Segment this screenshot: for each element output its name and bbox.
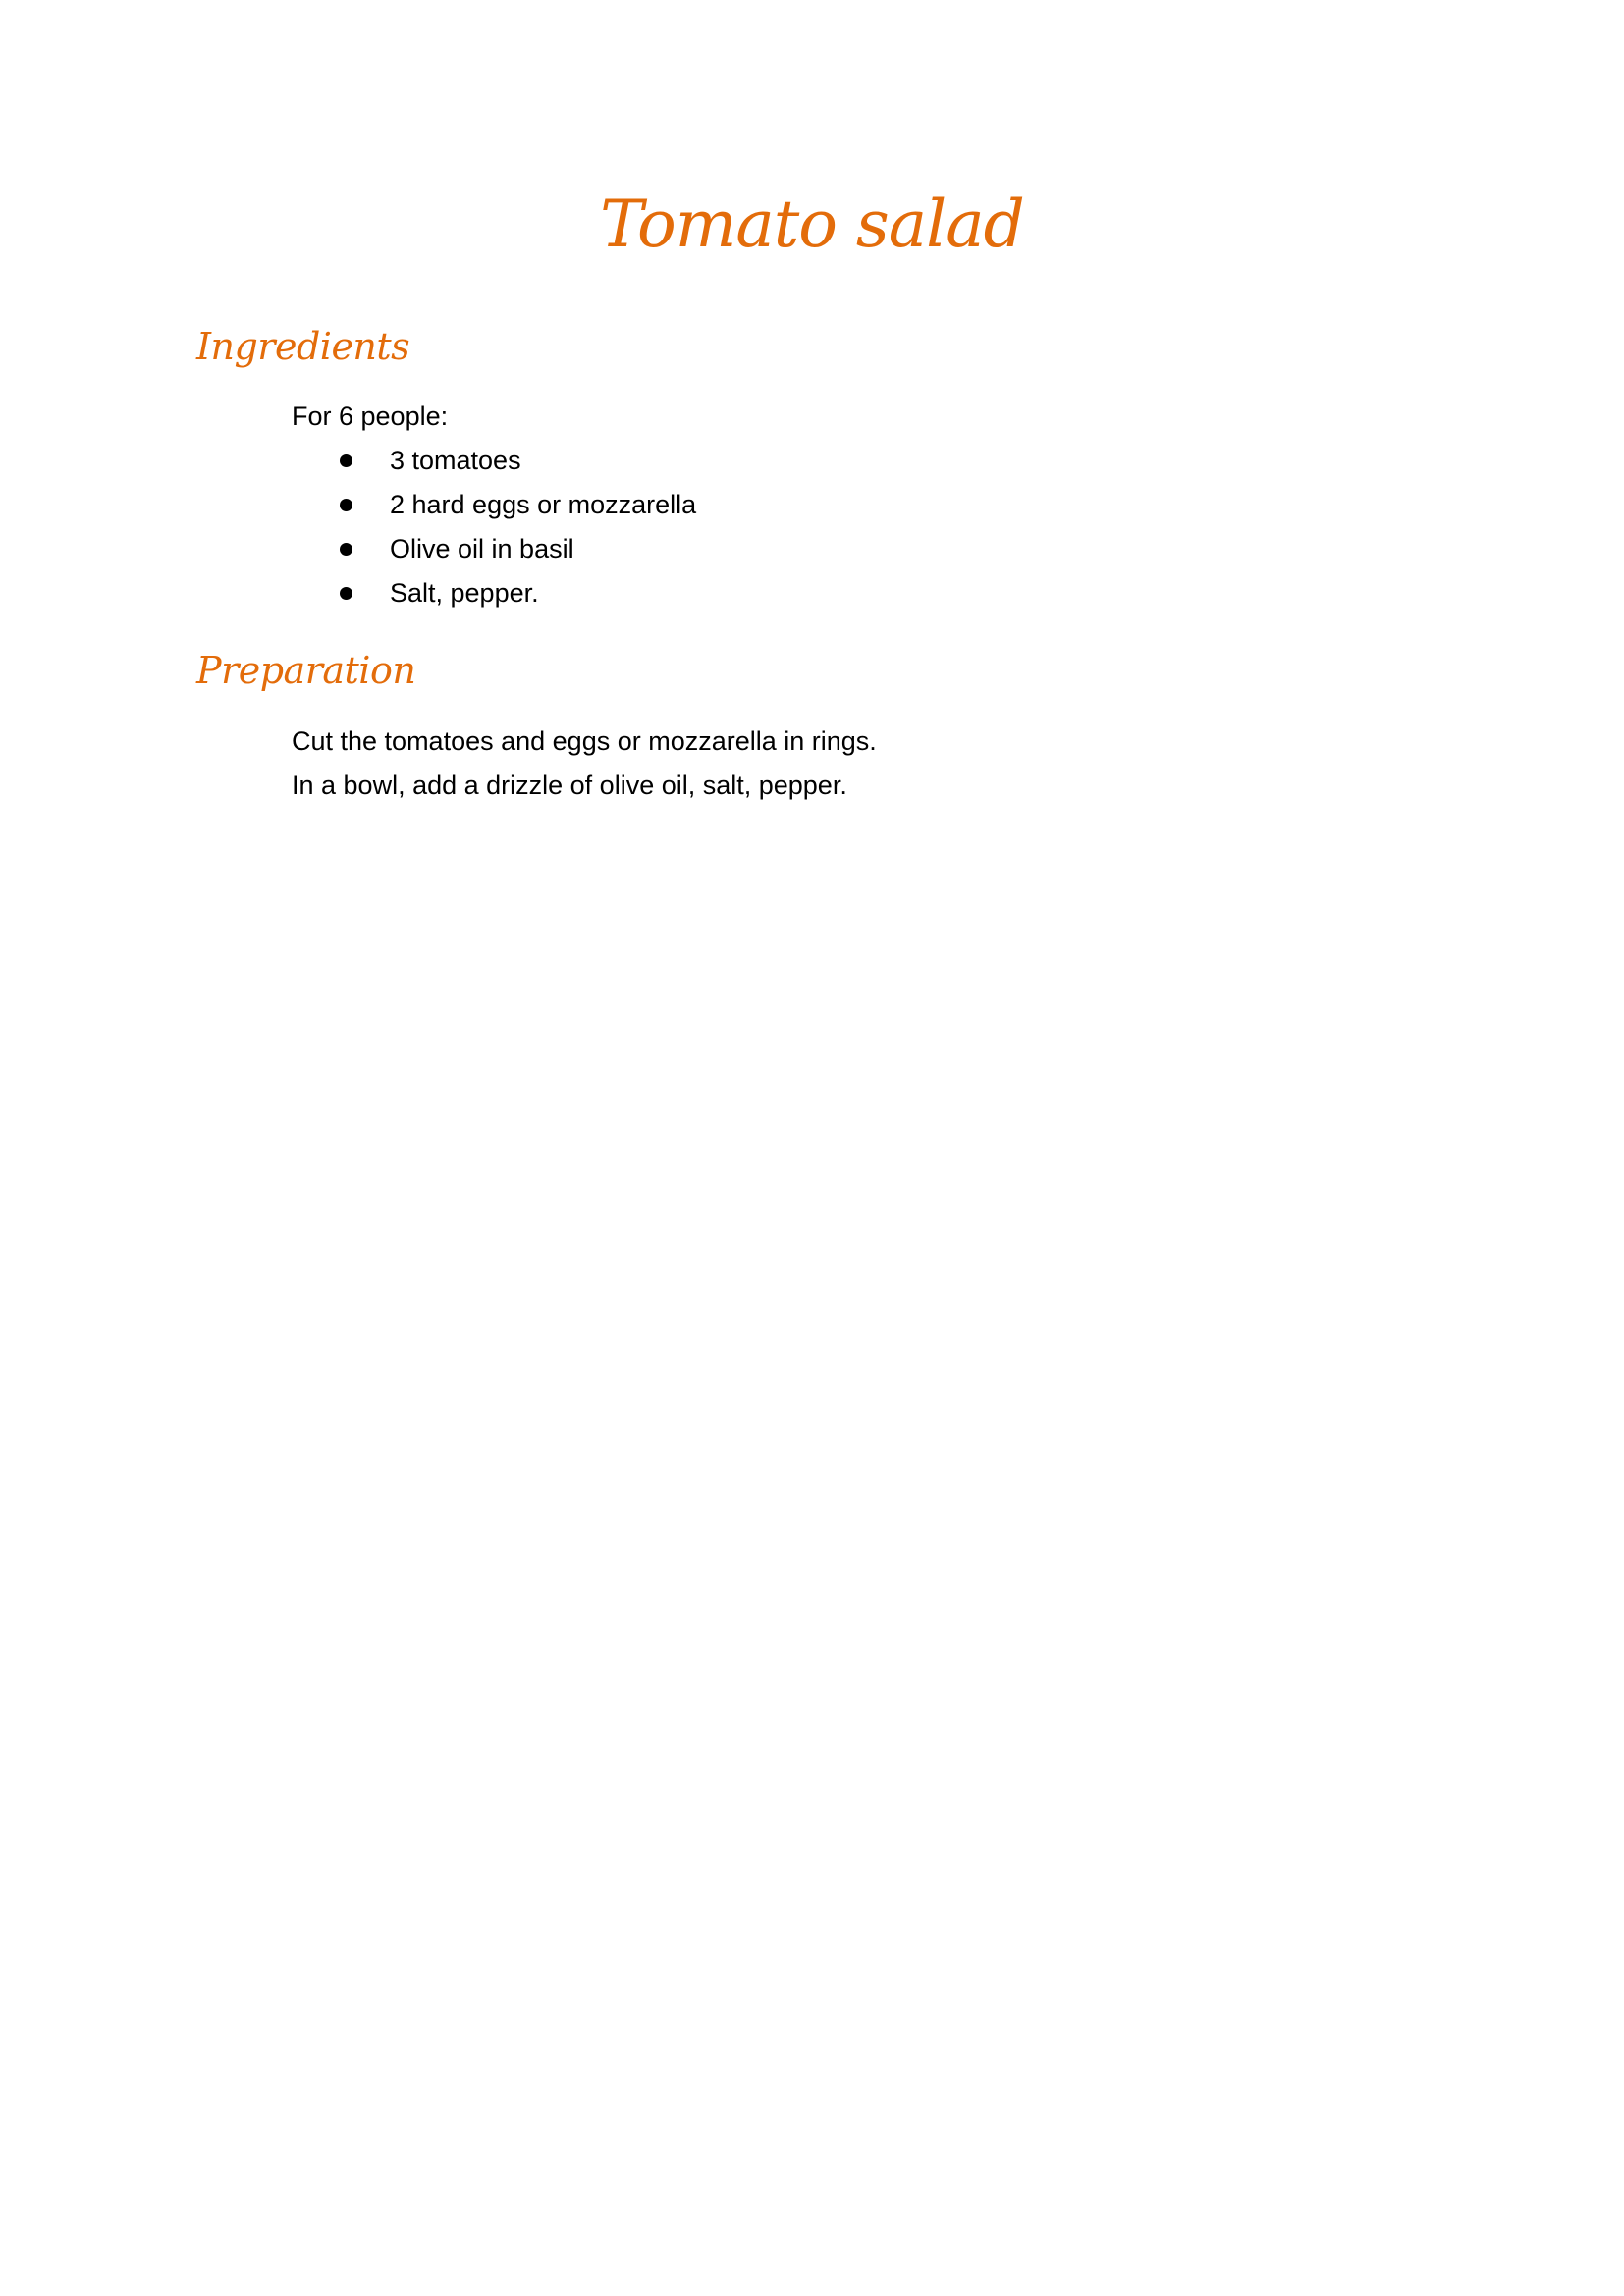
list-item xyxy=(292,483,696,527)
preparation-line: In a bowl, add a drizzle of olive oil, salt, pepper. xyxy=(292,771,847,800)
recipe-title: Tomato salad xyxy=(600,187,1024,262)
list-item xyxy=(292,527,696,571)
bullet-icon xyxy=(340,587,352,600)
bullet-icon xyxy=(340,454,352,467)
preparation-line: Cut the tomatoes and eggs or mozzarella in rings. xyxy=(292,726,877,756)
ingredient-text: Salt, pepper. xyxy=(390,578,539,608)
bullet-icon xyxy=(340,499,352,511)
ingredient-text: 3 tomatoes xyxy=(390,446,521,475)
preparation-heading: Preparation xyxy=(196,649,416,692)
bullet-icon xyxy=(340,543,352,556)
ingredients-list xyxy=(292,439,696,615)
preparation-text xyxy=(292,720,877,808)
ingredients-heading: Ingredients xyxy=(196,325,410,368)
ingredient-text: 2 hard eggs or mozzarella xyxy=(390,490,697,519)
servings-text: For 6 people: xyxy=(292,401,449,431)
ingredient-text: Olive oil in basil xyxy=(390,534,574,563)
list-item xyxy=(292,439,696,483)
list-item xyxy=(292,571,696,615)
